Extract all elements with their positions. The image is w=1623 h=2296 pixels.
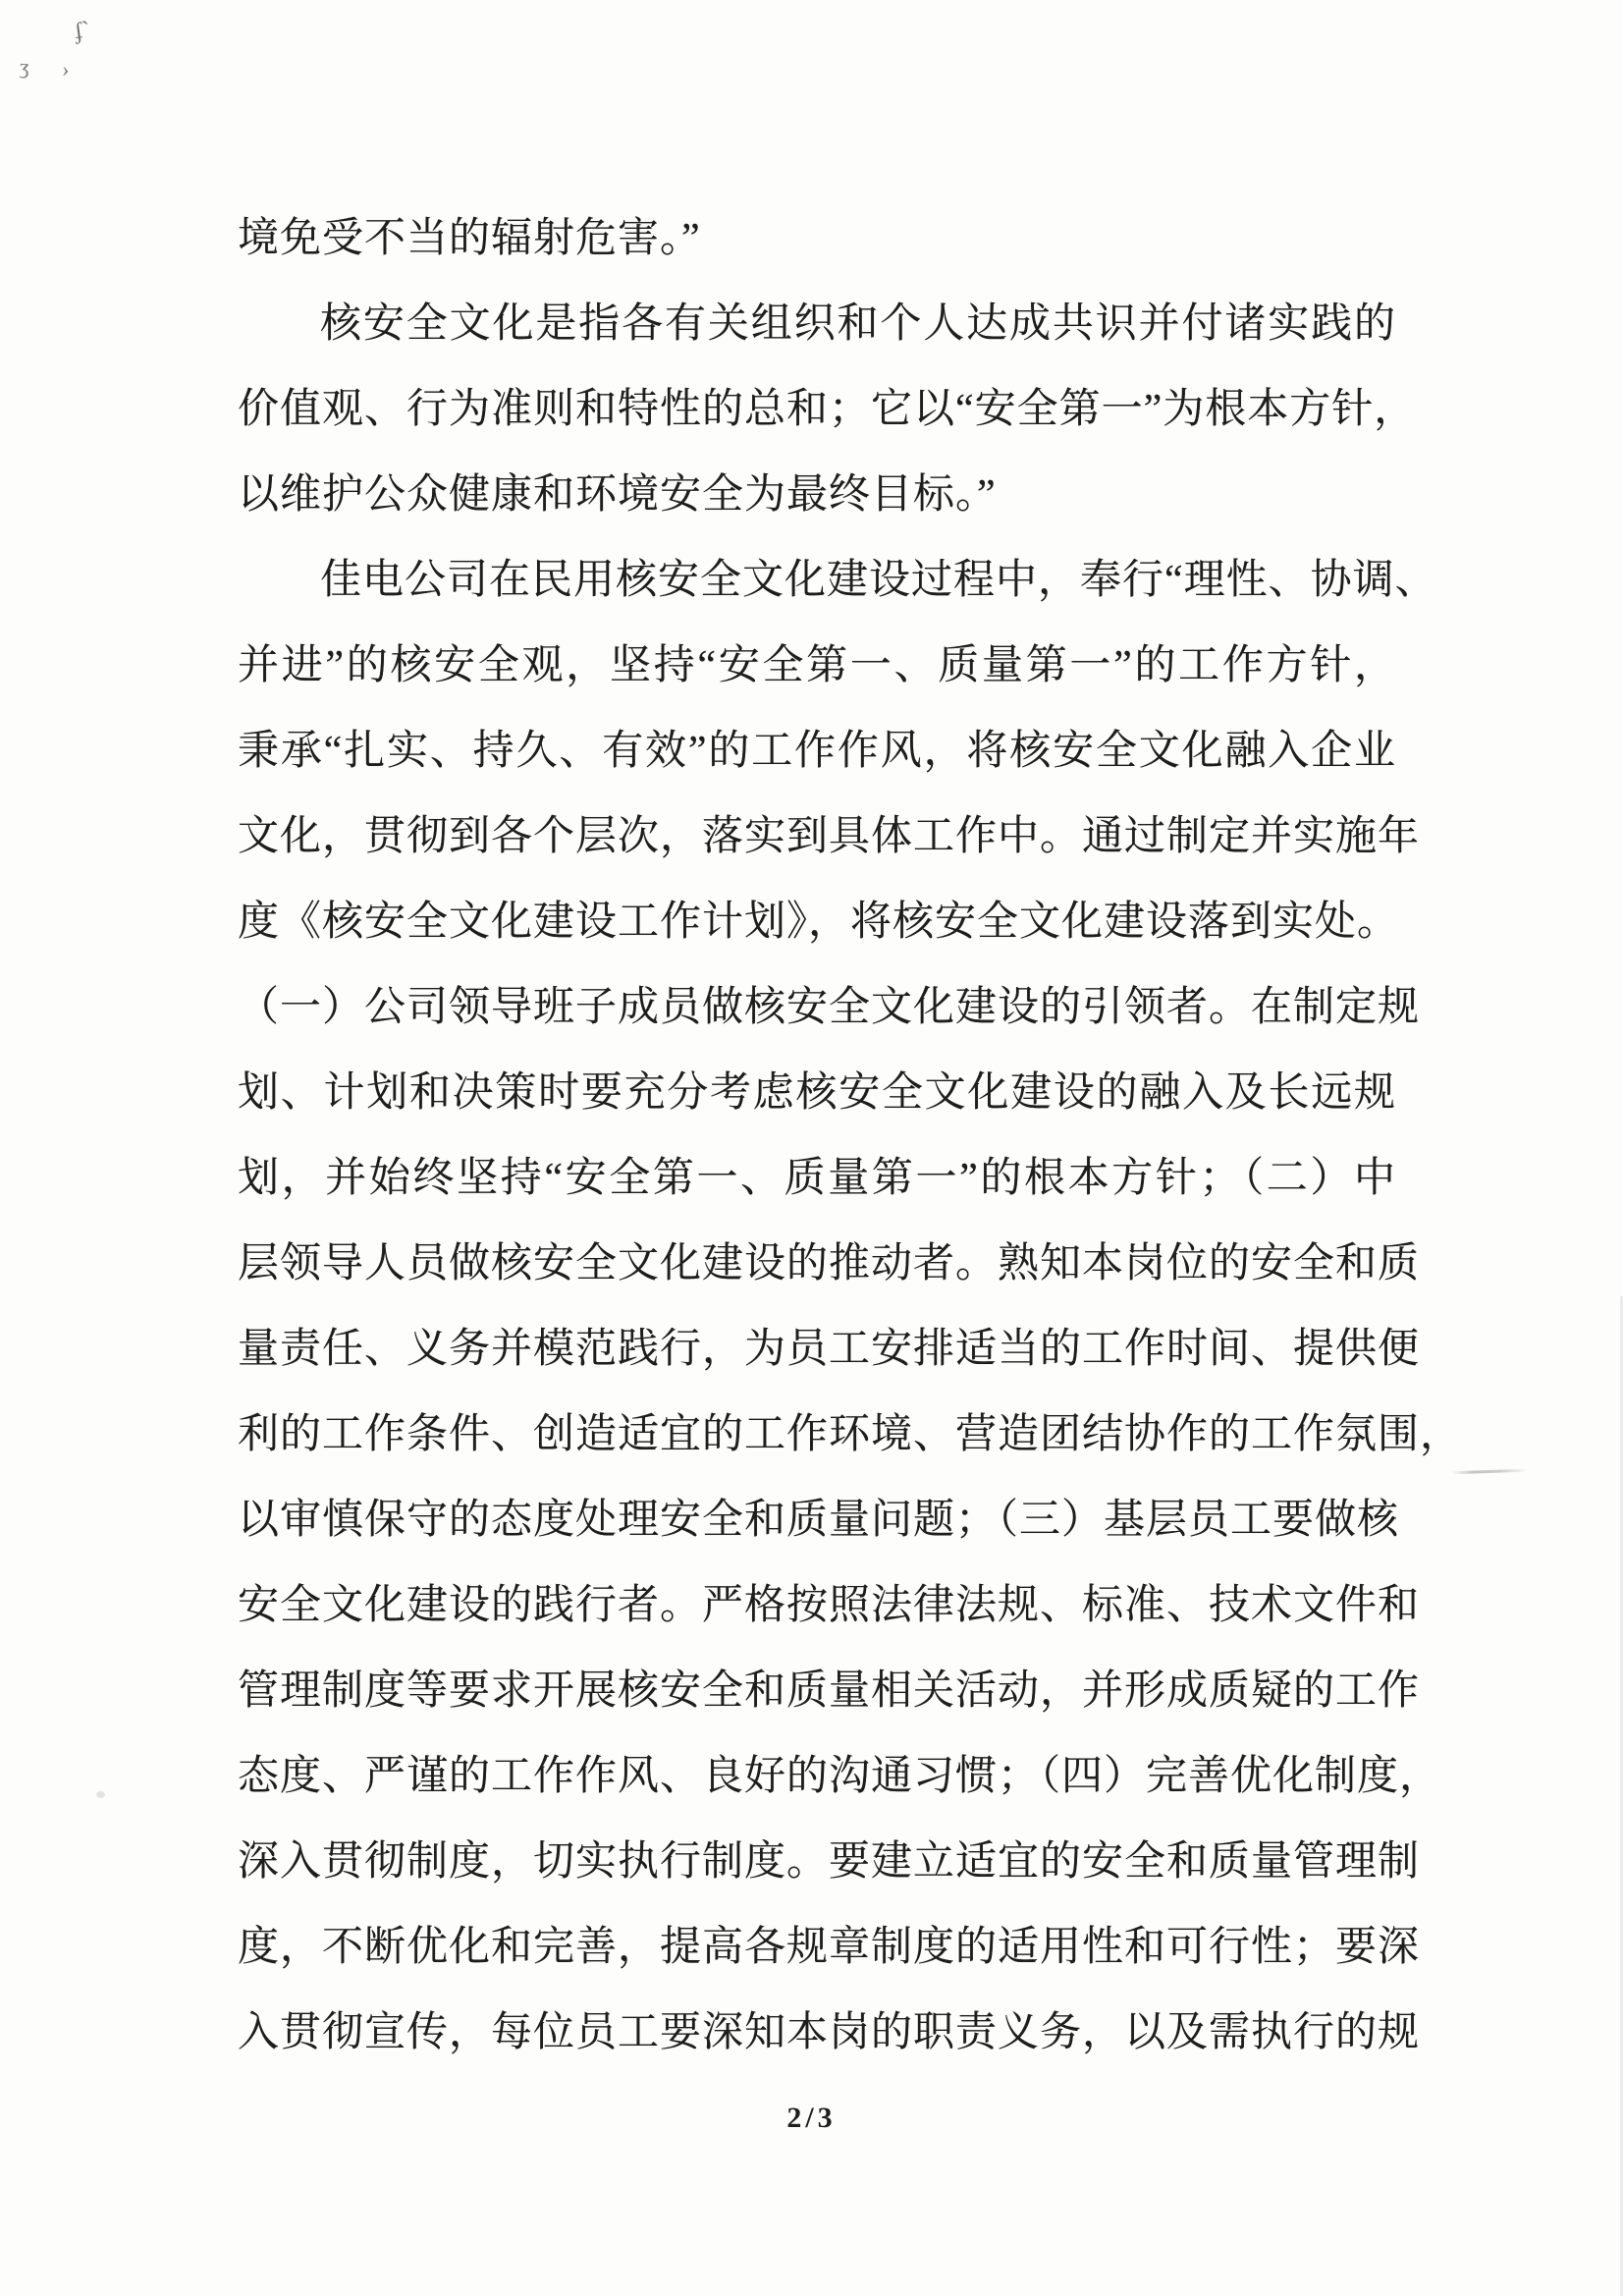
text-line: 以维护公众健康和环境安全为最终目标。” (238, 472, 997, 518)
text-line: 量责任、义务并模范践行，为员工安排适当的工作时间、提供便 (238, 1327, 1421, 1372)
text-line: 划，并始终坚持“安全第一、质量第一”的根本方针；（二）中 (238, 1156, 1396, 1201)
text-line: 以审慎保守的态度处理安全和质量问题；（三）基层员工要做核 (238, 1498, 1400, 1543)
text-line: 境免受不当的辐射危害。” (238, 216, 701, 261)
text-line: 度，不断优化和完善，提高各规章制度的适用性和可行性；要深 (238, 1925, 1421, 1970)
text-line: 管理制度等要求开展核安全和质量相关活动，并形成质疑的工作 (238, 1668, 1421, 1714)
text-line: 态度、严谨的工作作风、良好的沟通习惯；（四）完善优化制度， (238, 1754, 1442, 1799)
page-number: 2/3 (786, 2102, 837, 2134)
text-line: 度《核安全文化建设工作计划》，将核安全文化建设落到实处。 (238, 900, 1400, 945)
text-line: 佳电公司在民用核安全文化建设过程中，奉行“理性、协调、 (320, 558, 1437, 603)
text-line: 层领导人员做核安全文化建设的推动者。熟知本岗位的安全和质 (238, 1241, 1421, 1286)
text-line: 价值观、行为准则和特性的总和；它以“安全第一”为根本方针， (238, 387, 1417, 432)
text-line: （一）公司领导班子成员做核安全文化建设的引领者。在制定规 (238, 985, 1421, 1030)
text-line: 利的工作条件、创造适宜的工作环境、营造团结协作的工作氛围， (238, 1412, 1463, 1457)
text-line: 文化，贯彻到各个层次，落实到具体工作中。通过制定并实施年 (238, 814, 1421, 859)
text-line: 并进”的核安全观，坚持“安全第一、质量第一”的工作方针， (238, 643, 1396, 688)
scan-smudge-dot (96, 1791, 105, 1798)
scan-smudge-line (1451, 1469, 1528, 1475)
text-line: 深入贯彻制度，切实执行制度。要建立适宜的安全和质量管理制 (238, 1839, 1421, 1885)
text-line: 安全文化建设的践行者。严格按照法律法规、标准、技术文件和 (238, 1583, 1421, 1628)
pen-mark-icon: ʄˋ (73, 18, 92, 45)
text-line: 秉承“扎实、持久、有效”的工作作风，将核安全文化融入企业 (238, 729, 1396, 774)
text-line: 核安全文化是指各有关组织和个人达成共识并付诸实践的 (320, 301, 1396, 347)
text-line: 入贯彻宣传，每位员工要深知本岗的职责义务，以及需执行的规 (238, 2010, 1421, 2055)
text-line: 划、计划和决策时要充分考虑核安全文化建设的融入及长远规 (238, 1070, 1396, 1116)
document-body-text (238, 196, 1463, 2076)
pen-mark-icon: ʒ › (19, 53, 84, 83)
